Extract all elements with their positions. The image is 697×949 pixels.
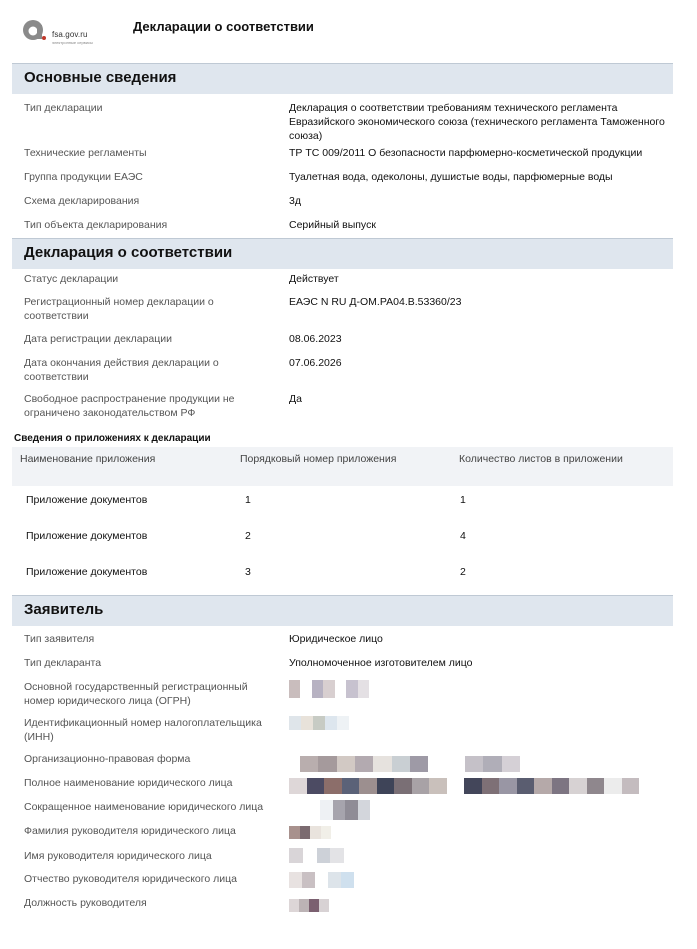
field-value: Туалетная вода, одеколоны, душистые воды, парфюмерные воды bbox=[289, 171, 613, 183]
appendix-name: Приложение документов bbox=[26, 566, 148, 578]
field-label: Организационно-правовая форма bbox=[24, 753, 191, 765]
field-value: ЕАЭС N RU Д-ОМ.РА04.В.53360/23 bbox=[289, 296, 462, 308]
column-header: Порядковый номер приложения bbox=[240, 453, 397, 465]
field-label: Тип декларанта bbox=[24, 657, 102, 669]
field-label: Технические регламенты bbox=[24, 147, 147, 159]
column-header: Количество листов в приложении bbox=[459, 453, 623, 465]
field-label: Схема декларирования bbox=[24, 195, 140, 207]
field-value: Да bbox=[289, 393, 302, 405]
appendix-sheets: 4 bbox=[460, 530, 466, 542]
section-title: Основные сведения bbox=[24, 69, 177, 86]
section-title: Заявитель bbox=[24, 601, 104, 618]
field-label: Регистрационный номер декларации о соответствии bbox=[24, 296, 214, 322]
page-title: Декларации о соответствии bbox=[133, 19, 314, 34]
appendix-name: Приложение документов bbox=[26, 494, 148, 506]
field-label: Тип декларации bbox=[24, 102, 103, 114]
field-label: Отчество руководителя юридического лица bbox=[24, 873, 237, 885]
field-value: 07.06.2026 bbox=[289, 357, 342, 369]
table-row bbox=[12, 530, 673, 552]
redacted-value bbox=[289, 872, 354, 888]
redacted-value bbox=[320, 800, 370, 820]
field-label: Дата регистрации декларации bbox=[24, 333, 173, 345]
field-label: Имя руководителя юридического лица bbox=[24, 850, 212, 862]
fsa-logo-icon bbox=[22, 17, 46, 41]
appendices-table-header bbox=[12, 447, 673, 486]
appendix-name: Приложение документов bbox=[26, 530, 148, 542]
column-header: Наименование приложения bbox=[20, 453, 156, 465]
field-label: Группа продукции ЕАЭС bbox=[24, 171, 143, 183]
redacted-value bbox=[289, 716, 349, 730]
field-label: Тип объекта декларирования bbox=[24, 219, 168, 231]
field-value: Декларация о соответствии требованиям технического регламента Евразийского экономического союза (технического регламента Таможенного союза) bbox=[289, 102, 665, 142]
table-row bbox=[12, 494, 673, 516]
appendix-sheets: 1 bbox=[460, 494, 466, 506]
field-value: Серийный выпуск bbox=[289, 219, 376, 231]
redacted-value bbox=[289, 826, 331, 839]
field-label: Фамилия руководителя юридического лица bbox=[24, 825, 236, 837]
appendix-sheets: 2 bbox=[460, 566, 466, 578]
section-declaration bbox=[12, 238, 673, 269]
field-value: Уполномоченное изготовителем лицо bbox=[289, 657, 473, 669]
field-label: Тип заявителя bbox=[24, 633, 95, 645]
field-label: Должность руководителя bbox=[24, 897, 147, 909]
field-value: Юридическое лицо bbox=[289, 633, 383, 645]
appendices-title: Сведения о приложениях к декларации bbox=[14, 433, 211, 444]
field-label: Дата окончания действия декларации о соответствии bbox=[24, 357, 219, 383]
field-label: Основной государственный регистрационный номер юридического лица (ОГРН) bbox=[24, 681, 248, 707]
fsa-logo[interactable] bbox=[22, 17, 112, 47]
table-row bbox=[12, 566, 673, 588]
redacted-value bbox=[289, 848, 344, 863]
redacted-value bbox=[289, 778, 639, 794]
appendix-number: 3 bbox=[245, 566, 251, 578]
logo-subtitle: электронные сервисы bbox=[52, 40, 93, 45]
field-label: Полное наименование юридического лица bbox=[24, 777, 233, 789]
page-header bbox=[0, 0, 697, 58]
field-label: Сокращенное наименование юридического лица bbox=[24, 801, 264, 813]
field-value: 08.06.2023 bbox=[289, 333, 342, 345]
redacted-value bbox=[289, 899, 329, 912]
appendix-number: 1 bbox=[245, 494, 251, 506]
redacted-value bbox=[300, 756, 520, 772]
appendix-number: 2 bbox=[245, 530, 251, 542]
logo-text: fsa.gov.ru bbox=[52, 30, 88, 39]
field-value: 3д bbox=[289, 195, 301, 207]
section-title: Декларация о соответствии bbox=[24, 244, 233, 261]
field-label: Статус декларации bbox=[24, 273, 119, 285]
field-label: Свободное распространение продукции не ограничено законодательством РФ bbox=[24, 393, 235, 419]
field-value: Действует bbox=[289, 273, 339, 285]
section-basic bbox=[12, 63, 673, 94]
field-label: Идентификационный номер налогоплательщика (ИНН) bbox=[24, 717, 262, 743]
section-applicant bbox=[12, 595, 673, 626]
field-value: ТР ТС 009/2011 О безопасности парфюмерно-косметической продукции bbox=[289, 147, 643, 159]
redacted-value bbox=[289, 680, 369, 698]
